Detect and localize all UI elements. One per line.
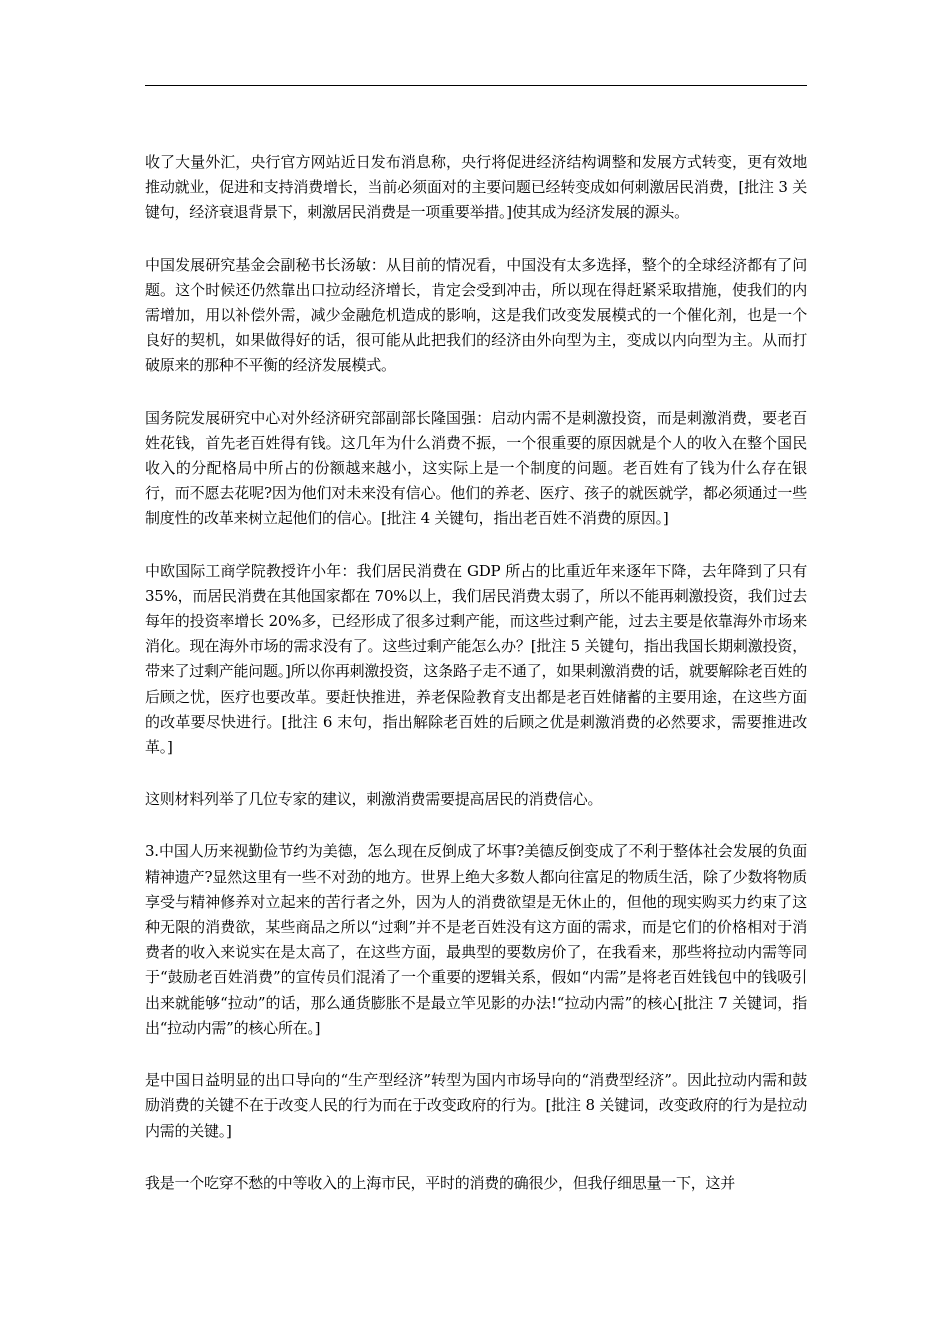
paragraph-5: 这则材料列举了几位专家的建议，刺激消费需要提高居民的消费信心。 [145,790,603,809]
paragraph-1: 收了大量外汇，央行官方网站近日发布消息称，央行将促进经济结构调整和发展方式转变，更有效地推动就业，促进和支持消费增长，当前必须面对的主要问题已经转变成如何刺激居民消费，[批注 3 关键句，经济衰退背景下，刺激居民消费是一项重要举措。]使其成为经济发展的源头。 [145,153,807,222]
paragraph-7: 是中国日益明显的出口导向的“生产型经济”转型为国内市场导向的“消费型经济”。因此拉动内需和鼓励消费的关键不在于改变人民的行为而在于改变政府的行为。[批注 8 关键词，改变政府的行为是拉动内需的关键。] [145,1071,807,1140]
paragraph-2: 中国发展研究基金会副秘书长汤敏：从目前的情况看，中国没有太多选择，整个的全球经济都有了问题。这个时候还仍然靠出口拉动经济增长，肯定会受到冲击，所以现在得赶紧采取措施，使我们的内需增加，用以补偿外需，减少金融危机造成的影响，这是我们改变发展模式的一个催化剂，也是一个良好的契机，如果做得好的话，很可能从此把我们的经济由外向型为主，变成以内向型为主。从而打破原来的那种不平衡的经济发展模式。 [145,255,807,375]
header-rule [145,85,807,86]
paragraph-8: 我是一个吃穿不愁的中等收入的上海市民，平时的消费的确很少，但我仔细思量一下，这并 [145,1173,736,1192]
document-body [145,150,807,1223]
paragraph-3: 国务院发展研究中心对外经济研究部副部长隆国强：启动内需不是刺激投资，而是刺激消费，要老百姓花钱，首先老百姓得有钱。这几年为什么消费不振，一个很重要的原因就是个人的收入在整个国民收入的分配格局中所占的份额越来越小，这实际上是一个制度的问题。老百姓有了钱为什么存在银行，而不愿去花呢?因为他们对未来没有信心。他们的养老、医疗、孩子的就医就学，都必须通过一些制度性的改革来树立起他们的信心。[批注 4 关键句，指出老百姓不消费的原因。] [145,408,807,528]
paragraph-4: 中欧国际工商学院教授许小年：我们居民消费在 GDP 所占的比重近年来逐年下降，去年降到了只有 35%，而居民消费在其他国家都在 70%以上，我们居民消费太弱了，所以不能再刺激投资，我们过去每年的投资率增长 20%多，已经形成了很多过剩产能，而这些过剩产能，过去主要是依靠海外市场来消化。现在海外市场的需求没有了。这些过剩产能怎么办？[批注 5 关键句，指出我国长期刺激投资，带来了过剩产能问题。]所以你再刺激投资，这条路子走不通了，如果刺激消费的话，就要解除老百姓的后顾之忧，医疗也要改革。要赶快推进，养老保险教育支出都是老百姓储蓄的主要用途，在这些方面的改革要尽快进行。[批注 6 末句，指出解除老百姓的后顾之优是刺激消费的必然要求，需要推进改革。] [145,561,807,757]
paragraph-6: 3.中国人历来视勤俭节约为美德，怎么现在反倒成了坏事?美德反倒变成了不利于整体社会发展的负面精神遗产?显然这里有一些不对劲的地方。世界上绝大多数人都向往富足的物质生活，除了少数将物质享受与精神修养对立起来的苦行者之外，因为人的消费欲望是无休止的，但他的现实购买力约束了这种无限的消费欲，某些商品之所以“过剩”并不是老百姓没有这方面的需求，而是它们的价格相对于消费者的收入来说实在是太高了，在这些方面，最典型的要数房价了，在我看来，那些将拉动内需等同于“鼓励老百姓消费”的宣传员们混淆了一个重要的逻辑关系，假如“内需”是将老百姓钱包中的钱吸引出来就能够“拉动”的话，那么通货膨胀不是最立竿见影的办法!“拉动内需”的核心[批注 7 关键词，指出“拉动内需”的核心所在。] [145,842,807,1037]
